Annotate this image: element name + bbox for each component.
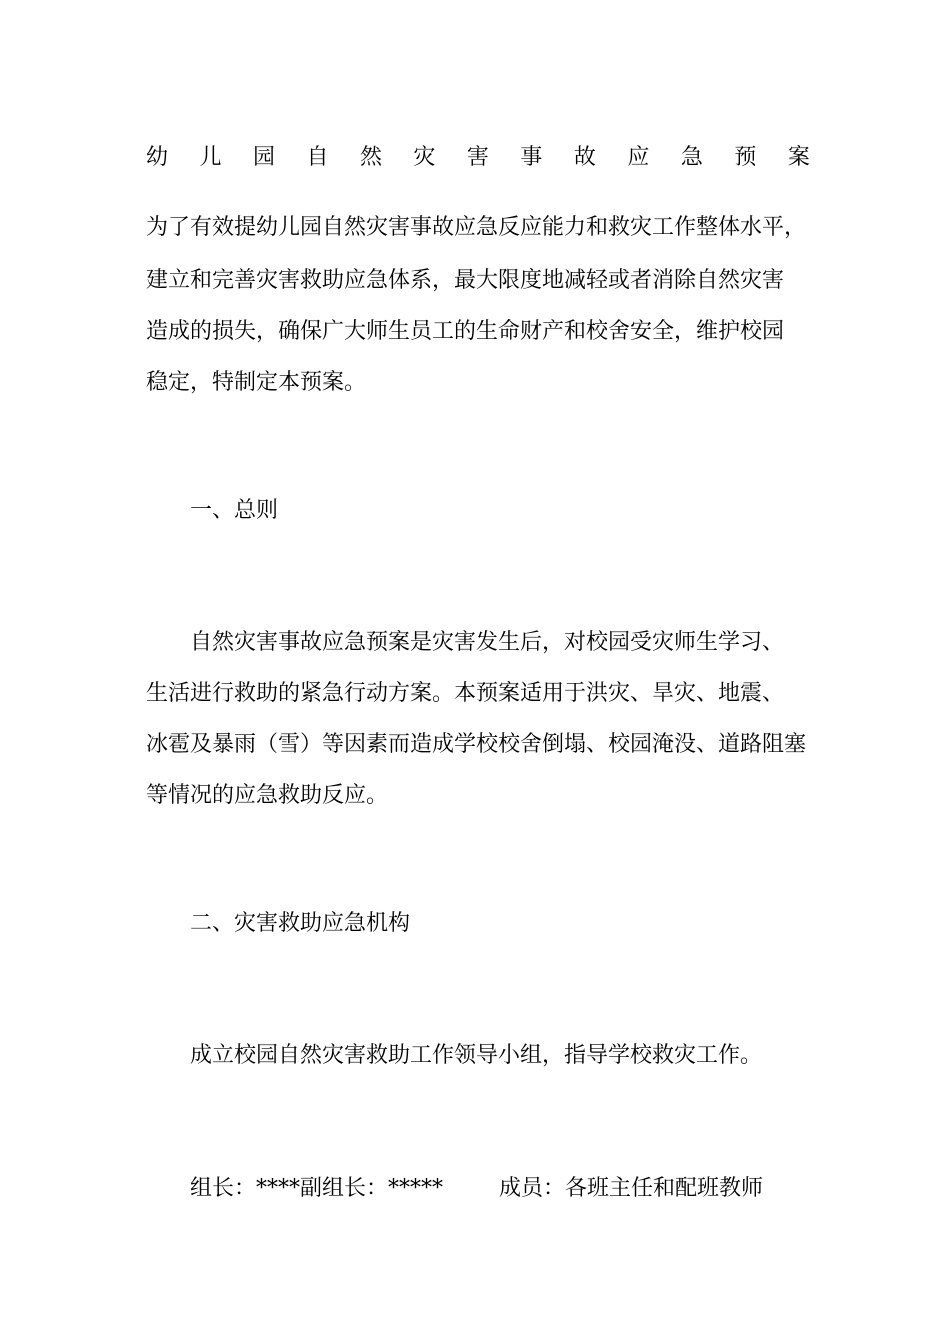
section1-line: 等情况的应急救助反应。 [146, 783, 389, 808]
section1-line: 生活进行救助的紧急行动方案。本预案适用于洪灾、旱灾、地震、 [146, 681, 785, 706]
section1-heading: 一、总则 [190, 498, 279, 523]
intro-line: 建立和完善灾害救助应急体系，最大限度地减轻或者消除自然灾害 [146, 268, 785, 293]
section2-paragraph: 成立校园自然灾害救助工作领导小组，指导学校救灾工作。 [190, 1043, 763, 1068]
intro-line: 稳定，特制定本预案。 [146, 370, 367, 395]
title-char: 案 [787, 145, 810, 170]
title-char: 故 [573, 145, 596, 170]
title-char: 幼 [146, 145, 169, 170]
title-char: 急 [680, 145, 703, 170]
title-char: 然 [359, 145, 382, 170]
title-char: 园 [252, 145, 275, 170]
title-char: 事 [520, 145, 543, 170]
title-char: 儿 [199, 145, 222, 170]
section1-line: 冰雹及暴雨（雪）等因素而造成学校校舍倒塌、校园淹没、道路阻塞 [146, 732, 807, 757]
section1-line: 自然灾害事故应急预案是灾害发生后，对校园受灾师生学习、 [190, 630, 785, 655]
title-char: 害 [466, 145, 489, 170]
title-char: 预 [734, 145, 757, 170]
intro-line: 为了有效提幼儿园自然灾害事故应急反应能力和救灾工作整体水平， [146, 215, 807, 240]
title-char: 自 [306, 145, 329, 170]
document-title [146, 140, 810, 176]
section2-heading: 二、灾害救助应急机构 [190, 911, 411, 936]
title-char: 应 [627, 145, 650, 170]
intro-line: 造成的损失，确保广大师生员工的生命财产和校舍安全，维护校园 [146, 319, 785, 344]
members-line: 组长：****副组长：***** 成员：各班主任和配班教师 [190, 1176, 763, 1201]
title-char: 灾 [413, 145, 436, 170]
